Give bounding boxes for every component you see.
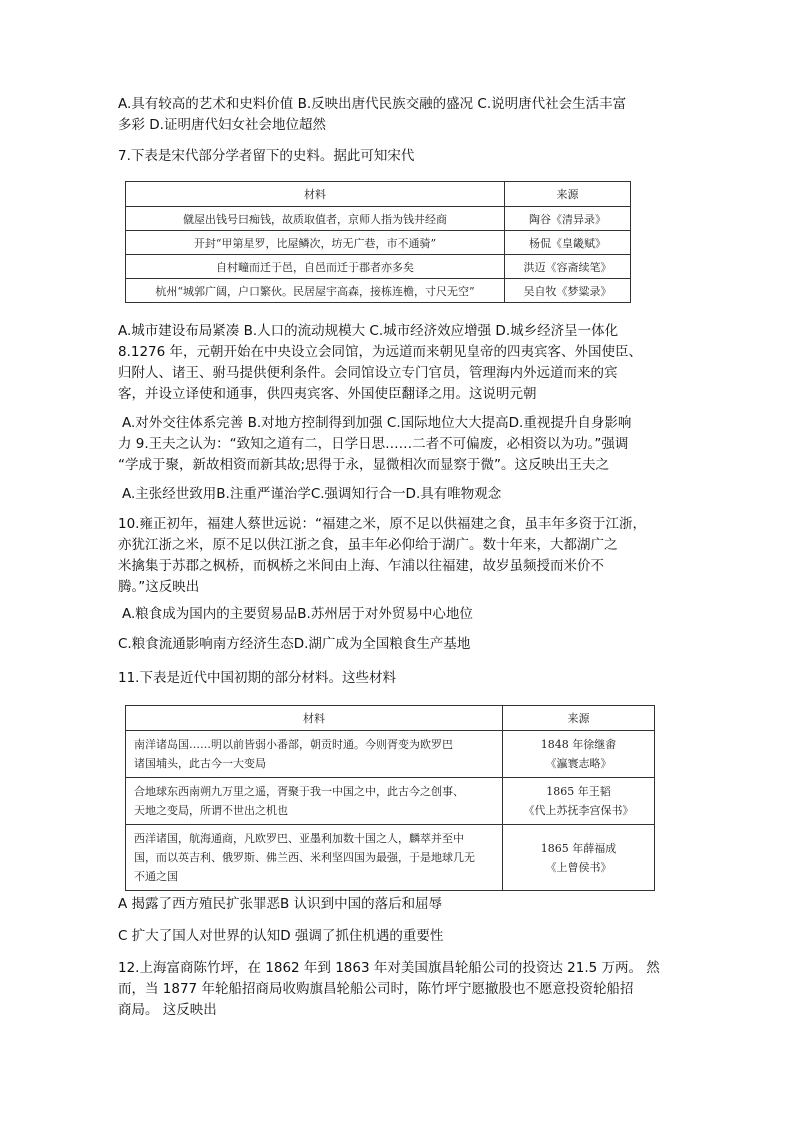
q9-stem-line-2: “学成于聚，新故相资而新其故;思得于永，显微相次而显察于微”。这反映出王夫之	[118, 457, 610, 473]
table-header-row	[126, 182, 631, 207]
source-cell	[503, 778, 655, 825]
table-row	[126, 231, 631, 255]
q11-stem: 11.下表是近代中国初期的部分材料。这些材料	[118, 670, 396, 686]
table-row	[126, 825, 655, 891]
q9-options: A.主张经世致用B.注重严谨治学C.强调知行合一D.具有唯物观念	[122, 486, 502, 502]
material-cell: 僦屋出钱号曰痴钱，故质取值者，京师人指为钱井经商	[126, 207, 505, 231]
source-cell: 陶谷《清异录》	[505, 207, 631, 231]
material-cell: 自村疃而迁于邑，自邑而迁于郡者亦多矣	[126, 255, 505, 279]
q10-stem-line-4: 腾。”这反映出	[118, 579, 200, 595]
material-line: 西洋诸国，航海通商，凡欧罗巴、亚墨利加数十国之人，麟萃并至中	[134, 832, 464, 845]
table-row	[126, 731, 655, 778]
q11-options-line-1: A 揭露了西方殖民扩张罪恶B 认识到中国的落后和屈辱	[118, 896, 443, 912]
table-row	[126, 207, 631, 231]
source-line: 1865 年王韬	[546, 785, 611, 798]
source-cell	[503, 825, 655, 891]
source-cell	[503, 731, 655, 778]
q10-stem-line-1: 10.雍正初年，福建人蔡世远说：“福建之米，原不足以供福建之食，虽丰年多资于江浙，	[118, 516, 646, 532]
q7-options: A.城市建设布局紧凑 B.人口的流动规模大 C.城市经济效应增强 D.城乡经济呈一体化	[118, 323, 619, 339]
material-cell: 开封“甲第星罗，比屋鳞次，坊无广巷，市不通骑”	[126, 231, 505, 255]
q10-options-line-1: A.粮食成为国内的主要贸易品B.苏州居于对外贸易中心地位	[122, 606, 473, 622]
q12-stem-line-3: 商局。 这反映出	[118, 1002, 217, 1018]
source-line: 《上曾侯书》	[545, 860, 612, 874]
q10-options-line-2: C.粮食流通影响南方经济生态D.湖广成为全国粮食生产基地	[118, 636, 471, 652]
q6-options-line-1: A.具有较高的艺术和史料价值 B.反映出唐代民族交融的盛况 C.说明唐代社会生活丰富	[118, 96, 627, 112]
source-line: 《瀛寰志略》	[545, 757, 612, 770]
q11-source-table	[125, 705, 655, 891]
material-line: 天地之变局，所谓不世出之机也	[134, 804, 288, 817]
header-material: 材料	[126, 182, 505, 207]
header-material: 材料	[126, 706, 503, 731]
source-line: 《代上苏抚李宫保书》	[523, 804, 634, 817]
source-cell: 吴自牧《梦粱录》	[505, 279, 631, 303]
source-line: 1848 年徐继畬	[540, 738, 617, 751]
q8-stem-line-2: 归附人、诸王、驸马提供便利条件。会同馆设立专门官员，管理海内外远道而来的宾	[118, 365, 618, 381]
material-line: 国，而以英吉利、俄罗斯、佛兰西、米利坚四国为最强，于是地球几无	[134, 851, 475, 864]
q12-stem-line-2: 而，当 1877 年轮船招商局收购旗昌轮船公司时，陈竹坪宁愿撤股也不愿意投资轮船招	[118, 981, 634, 997]
q6-options-line-2: 多彩 D.证明唐代妇女社会地位超然	[118, 117, 326, 133]
q8-options-line-1: A.对外交往体系完善 B.对地方控制得到加强 C.国际地位大大提高D.重视提升自身影响	[122, 415, 632, 431]
table-row	[126, 255, 631, 279]
header-source: 来源	[505, 182, 631, 207]
header-source: 来源	[503, 706, 655, 731]
source-cell: 杨侃《皇畿赋》	[505, 231, 631, 255]
table-row	[126, 778, 655, 825]
q8-options-q9-line: 力 9.王夫之认为：“致知之道有二，日学日思……二者不可偏废，必相资以为功。”强调	[118, 436, 629, 452]
material-cell	[126, 778, 503, 825]
q10-stem-line-3: 米擒集于苏郡之枫桥，而枫桥之米间由上海、乍浦以往福建，故岁虽频授而米价不	[118, 558, 604, 574]
source-line: 1865 年薛福成	[540, 841, 617, 855]
material-line: 诸国埔头，此古今一大变局	[134, 757, 266, 770]
q7-stem: 7.下表是宋代部分学者留下的史料。据此可知宋代	[118, 148, 415, 164]
material-line: 南洋诸岛国……明以前皆弱小番部，朝贡时通。今则胥变为欧罗巴	[134, 738, 453, 751]
source-cell: 洪迈《容斋续笔》	[505, 255, 631, 279]
q8-stem-line-3: 客，并设立译使和通事，供四夷宾客、外国使臣翻译之用。这说明元朝	[118, 386, 537, 402]
q10-stem-line-2: 亦犹江浙之米，原不足以供江浙之食，虽丰年必仰给于湖广。数十年来，大都湖广之	[118, 537, 618, 553]
material-cell	[126, 825, 503, 891]
table-row	[126, 279, 631, 303]
q7-source-table	[125, 181, 631, 303]
q11-options-line-2: C 扩大了国人对世界的认知D 强调了抓住机遇的重要性	[118, 928, 444, 944]
material-cell: 杭州“城郭广阔，户口繁伙。民居屋宇高森，接栋连檐，寸尺无空”	[126, 279, 505, 303]
material-line: 合地球东西南朔九万里之遥，胥聚于我一中国之中，此古今之创事、	[134, 785, 464, 798]
table-header-row	[126, 706, 655, 731]
q12-stem-line-1: 12.上海富商陈竹坪，在 1862 年到 1863 年对美国旗昌轮船公司的投资达 21.5 万两。 然	[118, 960, 660, 976]
q8-stem-line-1: 8.1276 年，元朝开始在中央设立会同馆，为远道而来朝见皇帝的四夷宾客、外国使臣、	[118, 344, 643, 360]
material-cell	[126, 731, 503, 778]
material-line: 不通之国	[134, 870, 178, 883]
